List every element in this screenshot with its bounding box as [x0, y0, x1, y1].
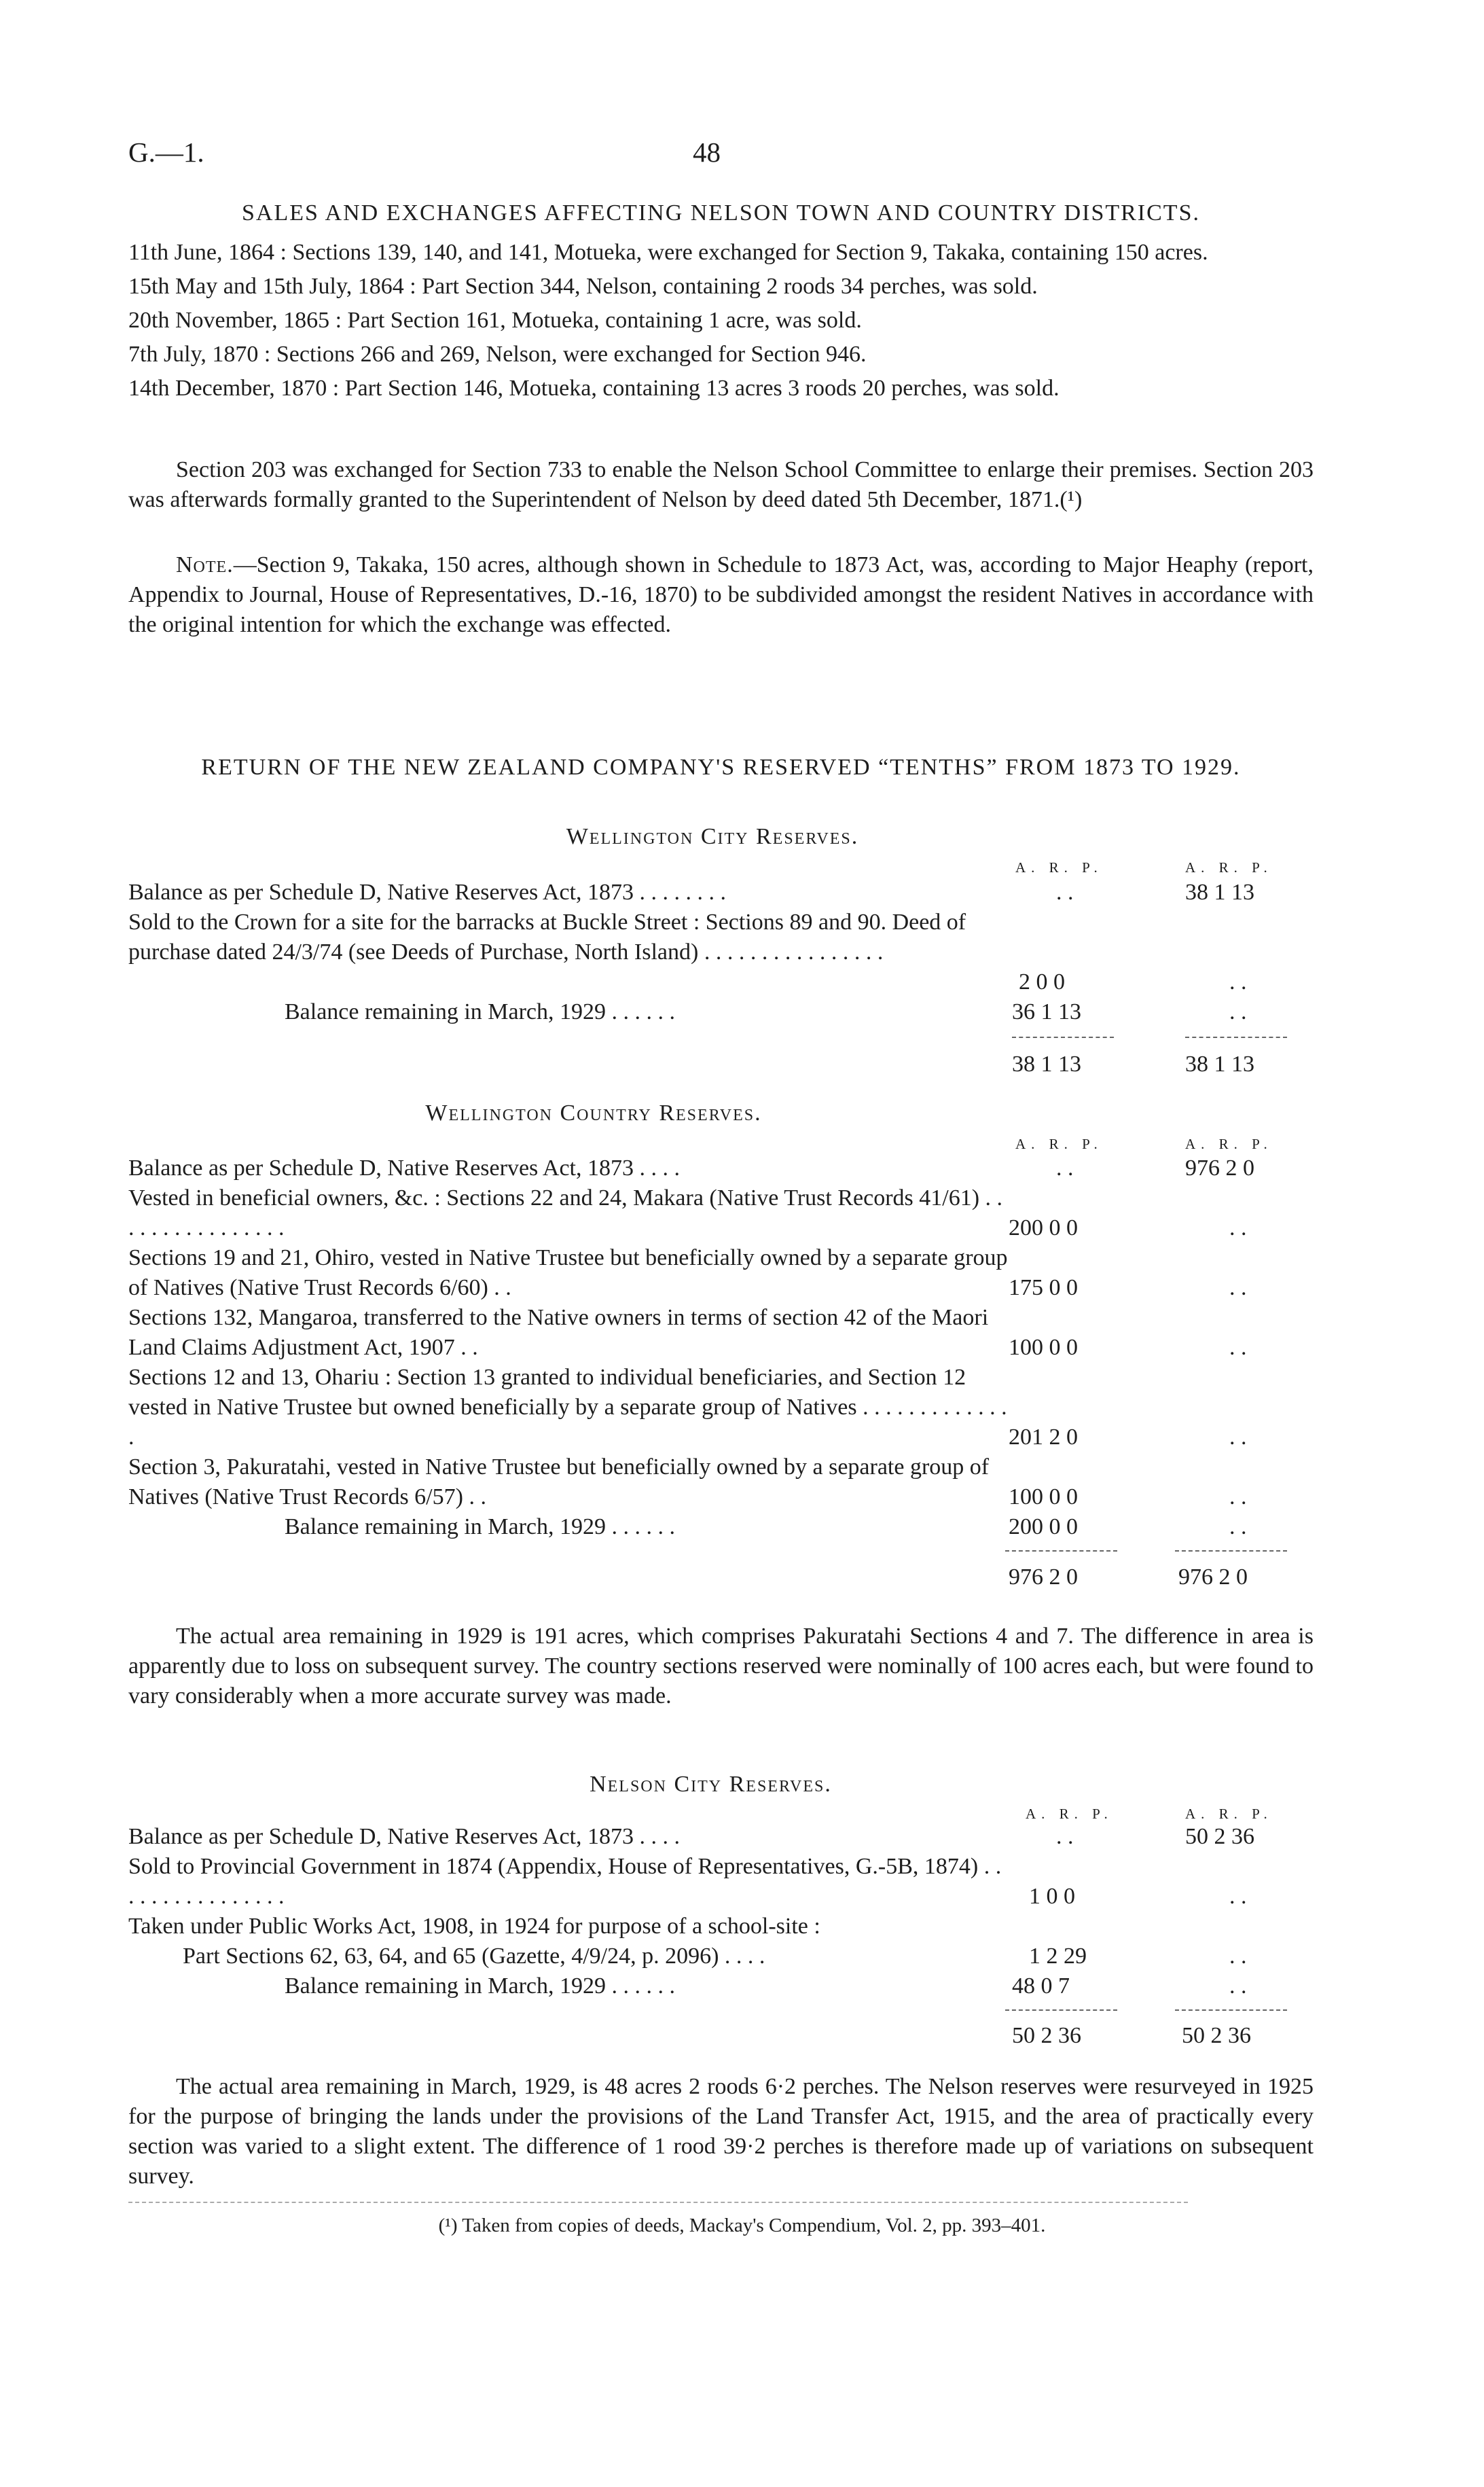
value-mid: 200 0 0	[1009, 1215, 1078, 1240]
total-mid: 50 2 36	[1012, 2023, 1081, 2048]
note-label: Note.	[176, 552, 234, 577]
rule	[1012, 1037, 1114, 1038]
table-row: Sold to the Crown for a site for the barracks at Buckle Street : Sections 89 and 90. Deed of purchase dated 24/3/74 (see Deeds of Purchase, North Island) . . . . . . . . . . . . . . . .	[128, 910, 966, 965]
sales-section-title: SALES AND EXCHANGES AFFECTING NELSON TOWN AND COUNTRY DISTRICTS.	[242, 200, 1200, 226]
value-right: . .	[1229, 1335, 1247, 1360]
value-mid: . .	[1056, 1824, 1074, 1849]
value-mid: 2 0 0	[1019, 969, 1065, 995]
value-right: 38 1 13	[1185, 880, 1254, 905]
value-mid: 36 1 13	[1012, 999, 1081, 1024]
column-header-right: A. R. P.	[1185, 1806, 1273, 1822]
table-row: Sections 19 and 21, Ohiro, vested in Native Trustee but beneficially owned by a separate group of Natives (Native Trust Records 6/60) . .	[128, 1245, 1008, 1300]
return-title: RETURN OF THE NEW ZEALAND COMPANY'S RESERVED “TENTHS” FROM 1873 TO 1929.	[201, 755, 1241, 780]
page-number: 48	[693, 137, 721, 168]
value-right: 50 2 36	[1185, 1824, 1254, 1849]
table-row: Sold to Provincial Government in 1874 (Appendix, House of Representatives, G.-5B, 1874) . . . . . . . . . . . . . . . .	[128, 1854, 1002, 1909]
table-row: Balance remaining in March, 1929 . . . . . .	[285, 999, 676, 1024]
value-mid: 1 2 29	[1029, 1944, 1087, 1969]
value-mid: . .	[1056, 880, 1074, 905]
column-header-mid: A. R. P.	[1026, 1806, 1113, 1822]
nelson-city-paragraph: The actual area remaining in March, 1929, is 48 acres 2 roods 6·2 perches. The Nelson reserves were resurveyed in 1925 for the purpose of bringing the lands under the provisions of the Land Transfer Act, 1915, and the area of practically every section was varied to a slight extent. The difference of 1 rood 39·2 perches is therefore made up of variations on subsequent survey.	[128, 2074, 1314, 2189]
value-right: . .	[1229, 1215, 1247, 1240]
table-row: Vested in beneficial owners, &c. : Sections 22 and 24, Makara (Native Trust Records 41/61) . . . . . . . . . . . . . . . .	[128, 1185, 1003, 1240]
value-right: . .	[1229, 1884, 1247, 1909]
value-mid: 200 0 0	[1009, 1514, 1078, 1539]
value-right: . .	[1229, 1973, 1247, 1999]
footnote: (¹) Taken from copies of deeds, Mackay's Compendium, Vol. 2, pp. 393–401.	[438, 2215, 1046, 2236]
table-row: Balance remaining in March, 1929 . . . . . .	[285, 1514, 676, 1539]
value-right: . .	[1229, 1944, 1247, 1969]
value-right: . .	[1229, 1484, 1247, 1509]
wellington-country-title: Wellington Country Reserves.	[425, 1101, 762, 1126]
value-right: 976 2 0	[1185, 1156, 1254, 1181]
total-right: 38 1 13	[1185, 1052, 1254, 1077]
value-right: . .	[1229, 969, 1247, 995]
wellington-city-title: Wellington City Reserves.	[566, 824, 859, 849]
column-header-right: A. R. P.	[1185, 859, 1273, 876]
value-mid: 100 0 0	[1009, 1335, 1078, 1360]
column-header-right: A. R. P.	[1185, 1136, 1273, 1152]
value-mid: 1 0 0	[1029, 1884, 1075, 1909]
rule	[1175, 1550, 1287, 1552]
total-right: 50 2 36	[1182, 2023, 1251, 2048]
table-row: Balance as per Schedule D, Native Reserves Act, 1873 . . . . . . . .	[128, 880, 726, 905]
value-mid: . .	[1056, 1156, 1074, 1181]
sales-entry: 20th November, 1865 : Part Section 161, Motueka, containing 1 acre, was sold.	[128, 308, 862, 333]
sales-entries	[128, 238, 1314, 404]
column-header-mid: A. R. P.	[1015, 859, 1103, 876]
total-mid: 38 1 13	[1012, 1052, 1081, 1077]
sales-entry: 14th December, 1870 : Part Section 146, Motueka, containing 13 acres 3 roods 20 perches, was sold.	[128, 376, 1060, 401]
nelson-city-title: Nelson City Reserves.	[590, 1772, 832, 1797]
table-row: Balance remaining in March, 1929 . . . . . .	[285, 1973, 676, 1999]
value-right: . .	[1229, 1514, 1247, 1539]
footnote-divider	[128, 2202, 1188, 2203]
sales-entry: 11th June, 1864 : Sections 139, 140, and 141, Motueka, were exchanged for Section 9, Takaka, containing 150 acres.	[128, 240, 1208, 265]
value-mid: 175 0 0	[1009, 1275, 1078, 1300]
table-row: Sections 132, Mangaroa, transferred to the Native owners in terms of section 42 of the Maori Land Claims Adjustment Act, 1907 . .	[128, 1305, 989, 1360]
rule	[1005, 1550, 1117, 1552]
note-text: —Section 9, Takaka, 150 acres, although shown in Schedule to 1873 Act, was, according to Major Heaphy (report, Appendix to Journal, House of Representatives, D.-16, 1870) to be subdivided amongst the resident Natives in accordance with the original intention for which the exchange was effected.	[128, 552, 1314, 637]
table-row: Balance as per Schedule D, Native Reserves Act, 1873 . . . .	[128, 1156, 680, 1181]
sales-paragraph: Section 203 was exchanged for Section 733 to enable the Nelson School Committee to enlarge their premises. Section 203 was afterwards formally granted to the Superintendent of Nelson by deed dated 5th December, 1871.(¹)	[128, 457, 1314, 512]
table-row: Taken under Public Works Act, 1908, in 1924 for purpose of a school-site :	[128, 1914, 820, 1939]
sales-entry: 7th July, 1870 : Sections 266 and 269, Nelson, were exchanged for Section 946.	[128, 342, 867, 367]
rule	[1175, 2009, 1287, 2011]
value-right: . .	[1229, 999, 1247, 1024]
table-row: Part Sections 62, 63, 64, and 65 (Gazette, 4/9/24, p. 2096) . . . .	[183, 1944, 765, 1969]
table-row: Sections 12 and 13, Ohariu : Section 13 granted to individual beneficiaries, and Section 12 vested in Native Trustee but owned beneficially by a separate group of Natives . . . . . . . . . . . . . .	[128, 1365, 1007, 1450]
value-mid: 48 0 7	[1012, 1973, 1070, 1999]
document-reference: G.—1.	[128, 137, 204, 168]
total-mid: 976 2 0	[1009, 1564, 1078, 1590]
table-row: Balance as per Schedule D, Native Reserves Act, 1873 . . . .	[128, 1824, 680, 1849]
rule	[1005, 2009, 1117, 2011]
rule	[1185, 1037, 1287, 1038]
wellington-country-paragraph: The actual area remaining in 1929 is 191 acres, which comprises Pakuratahi Sections 4 and 7. The difference in area is apparently due to loss on subsequent survey. The country sections reserved were nominally of 100 acres each, but were found to vary considerably when a more accurate survey was made.	[128, 1624, 1314, 1708]
value-right: . .	[1229, 1275, 1247, 1300]
value-mid: 201 2 0	[1009, 1425, 1078, 1450]
value-mid: 100 0 0	[1009, 1484, 1078, 1509]
sales-note	[128, 550, 1314, 640]
value-right: . .	[1229, 1425, 1247, 1450]
sales-entry: 15th May and 15th July, 1864 : Part Section 344, Nelson, containing 2 roods 34 perches, was sold.	[128, 274, 1038, 299]
table-row: Section 3, Pakuratahi, vested in Native Trustee but beneficially owned by a separate group of Natives (Native Trust Records 6/57) . .	[128, 1454, 990, 1509]
column-header-mid: A. R. P.	[1015, 1136, 1103, 1152]
total-right: 976 2 0	[1178, 1564, 1248, 1590]
